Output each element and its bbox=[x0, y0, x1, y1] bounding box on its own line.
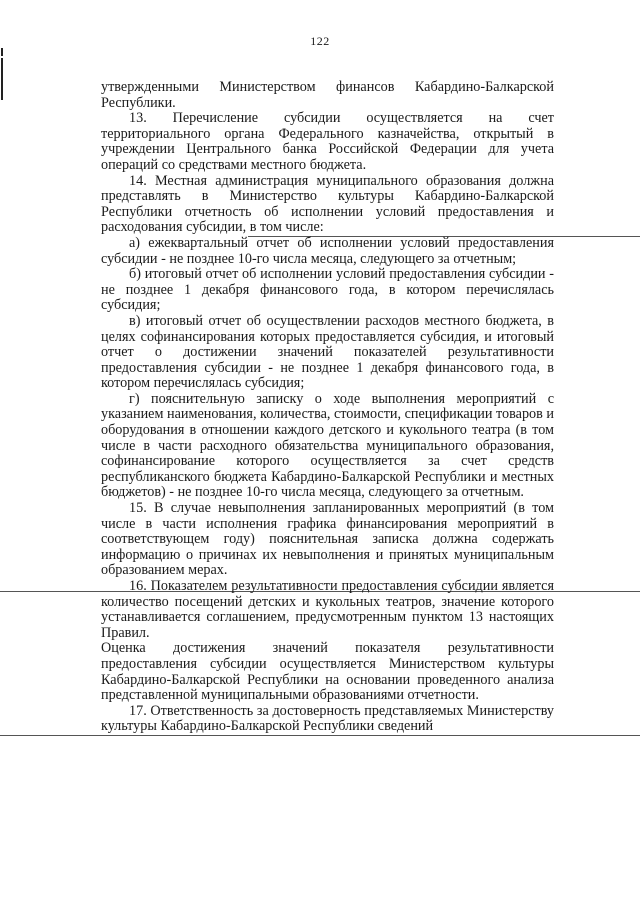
scan-edge-mark bbox=[1, 48, 3, 56]
paragraph-17: 17. Ответственность за достоверность представляемых Министерству культуры Кабардино-Балкарской Республики сведений bbox=[101, 702, 554, 735]
subitem-g: г) пояснительную записку о ходе выполнения мероприятий с указанием наименования, количества, стоимости, спецификации товаров и оборудования в отношении каждого детского и кукольного театра (в том числе в части расходного обязательства муниципального образования, софинансирование которого осуществляется за счет средств республиканского бюджета Кабардино-Балкарской Республики и местных бюджетов) - не позднее 10-го числа месяца, следующего за отчетным. bbox=[101, 390, 554, 501]
paragraph: утвержденными Министерством финансов Кабардино-Балкарской Республики. bbox=[101, 79, 554, 111]
scan-edge-mark bbox=[1, 58, 3, 100]
paragraph-16: 16. Показателем результативности предоставления субсидии является количество посещений детских и кукольных театров, значение которого устанавливается соглашением, предусмотренным пунктом 13 настоящих Правил. bbox=[101, 578, 554, 641]
document-body bbox=[101, 80, 554, 735]
page-number: 122 bbox=[310, 34, 330, 48]
subitem-a: а) ежеквартальный отчет об исполнении условий предоставления субсидии - не позднее 10-го числа месяца, следующего за отчетным; bbox=[101, 234, 554, 267]
paragraph-evaluation: Оценка достижения значений показателя результативности предоставления субсидии осуществляется Министерством культуры Кабардино-Балкарской Республики на основании проведенного анализа представленной муниципальными образованиями отчетности. bbox=[101, 640, 554, 704]
paragraph-15: 15. В случае невыполнения запланированных мероприятий (в том числе в части исполнения графика финансирования мероприятий в соответствующем году) пояснительная записка должна содержать информацию о причинах их невыполнения и принятых муниципальным образованием мерах. bbox=[101, 500, 554, 579]
subitem-v: в) итоговый отчет об осуществлении расходов местного бюджета, в целях софинансирования которых предоставляется субсидия, и итоговый отчет о достижении значений показателей результативности предоставления субсидии - не позднее 1 декабря финансового года, в котором перечислялась субсидия; bbox=[101, 312, 554, 392]
paragraph-14: 14. Местная администрация муниципального образования должна представлять в Министерство культуры Кабардино-Балкарской Республики отчетность об исполнении условий предоставления и расходования субсидии, в том числе: bbox=[101, 172, 554, 236]
subitem-b: б) итоговый отчет об исполнении условий предоставления субсидии - не позднее 1 декабря финансового года, в котором перечислялась субсидия; bbox=[101, 266, 554, 314]
fold-line bbox=[0, 735, 640, 736]
paragraph-13: 13. Перечисление субсидии осуществляется на счет территориального органа Федерального казначейства, открытый в учреждении Центрального банка Российской Федерации для учета операций со средствами местного бюджета. bbox=[101, 110, 554, 173]
